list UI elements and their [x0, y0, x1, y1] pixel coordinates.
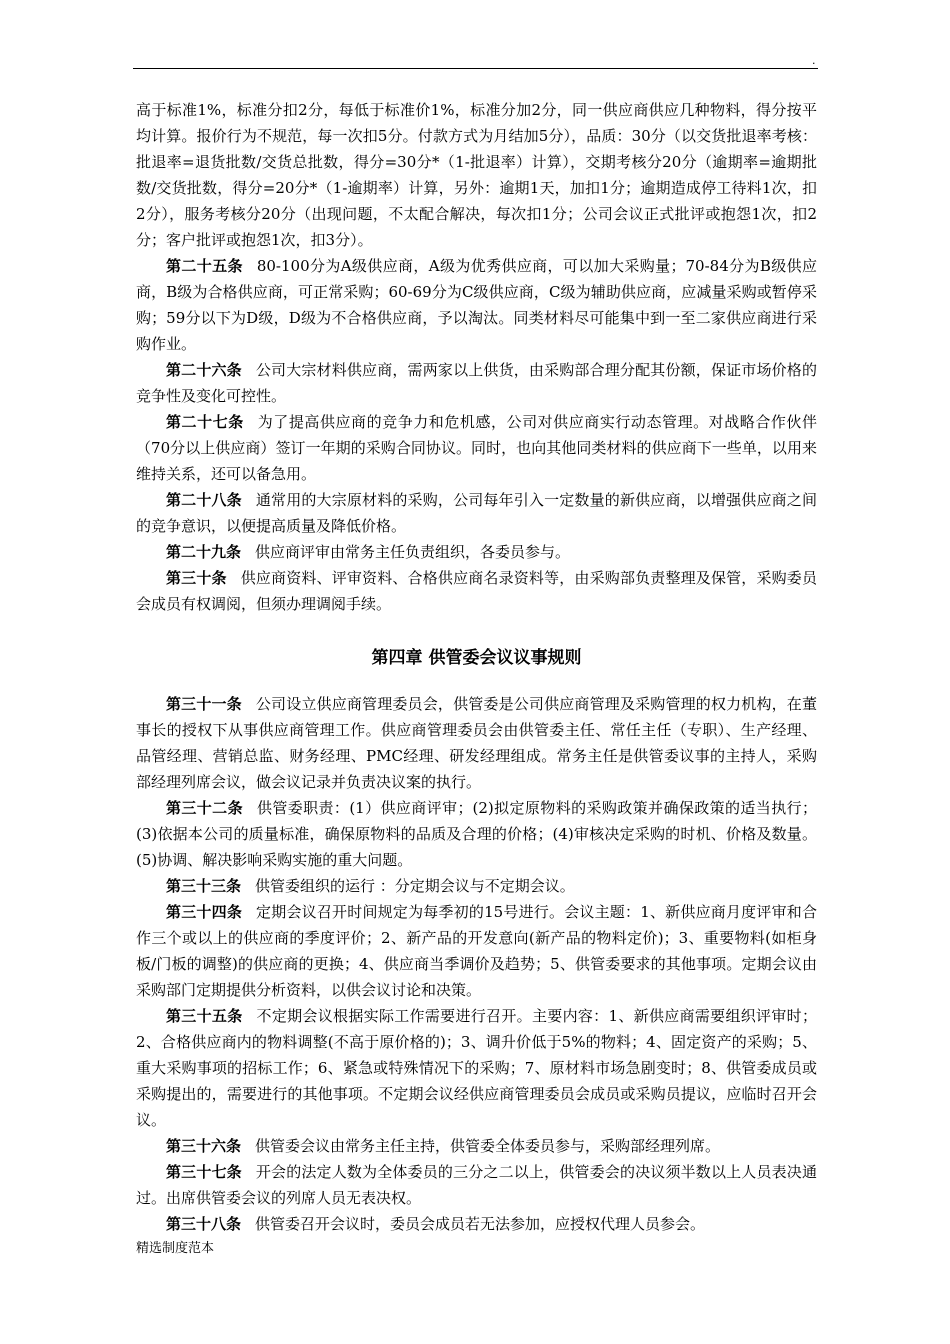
article-title: 第三十条 — [166, 569, 227, 587]
header-mark: . — [812, 54, 816, 67]
article-text: 通常用的大宗原材料的采购，公司每年引入一定数量的新供应商，以增强供应商之间的竞争意识，以便提高质量及降低价格。 — [136, 491, 817, 535]
article-text: 公司大宗材料供应商，需两家以上供货，由采购部合理分配其份额，保证市场价格的竞争性及变化可控性。 — [136, 361, 817, 405]
article-paragraph — [136, 1003, 817, 1133]
article-title: 第二十九条 — [166, 543, 242, 561]
article-text: 为了提高供应商的竞争力和危机感，公司对供应商实行动态管理。对战略合作伙伴（70分以上供应商）签订一年期的采购合同协议。同时，也向其他同类材料的供应商下一些单，以用来维持关系，还可以备急用。 — [136, 413, 817, 483]
article-title: 第三十三条 — [166, 877, 242, 895]
article-text: 开会的法定人数为全体委员的三分之二以上，供管委会的决议须半数以上人员表决通过。出席供管委会议的列席人员无表决权。 — [136, 1163, 817, 1207]
article-text: 供管委会议由常务主任主持，供管委全体委员参与，采购部经理列席。 — [255, 1137, 721, 1155]
article-paragraph — [136, 565, 817, 617]
chapter-title: 第四章 供管委会议议事规则 — [371, 648, 582, 668]
article-title: 第三十八条 — [166, 1215, 242, 1233]
article-paragraph — [136, 539, 817, 565]
articles-section-a — [136, 253, 817, 617]
article-text: 不定期会议根据实际工作需要进行召开。主要内容：1、新供应商需要组织评审时；2、合格供应商内的物料调整(不高于原价格的)；3、调升价低于5%的物料；4、固定资产的采购；5、重大采购事项的招标工作；6、紧急或特殊情况下的采购；7、原材料市场急剧变时；8、供管委成员或采购提出的，需要进行的其他事项。不定期会议经供应商管理委员会成员或采购员提议，应临时召开会议。 — [136, 1007, 817, 1129]
article-title: 第三十四条 — [166, 903, 243, 921]
document-body — [136, 97, 817, 1237]
articles-section-b — [136, 691, 817, 1237]
article-title: 第三十七条 — [166, 1163, 242, 1181]
article-paragraph — [136, 1159, 817, 1211]
article-text: 供管委召开会议时，委员会成员若无法参加，应授权代理人员参会。 — [255, 1215, 706, 1233]
article-text: 公司设立供应商管理委员会，供管委是公司供应商管理及采购管理的权力机构，在董事长的授权下从事供应商管理工作。供应商管理委员会由供管委主任、常任主任（专职）、生产经理、品管经理、营销总监、财务经理、PMC经理、研发经理组成。常务主任是供管委议事的主持人，采购部经理列席会议，做会议记录并负责决议案的执行。 — [136, 695, 817, 791]
article-title: 第二十八条 — [166, 491, 242, 509]
article-text: 供应商资料、评审资料、合格供应商名录资料等，由采购部负责整理及保管，采购委员会成员有权调阅，但须办理调阅手续。 — [136, 569, 817, 613]
article-paragraph — [136, 409, 817, 487]
article-text: 定期会议召开时间规定为每季初的15号进行。会议主题：1、新供应商月度评审和合作三个或以上的供应商的季度评价；2、新产品的开发意向(新产品的物料定价)；3、重要物料(如柜身板/门板的调整)的供应商的更换；4、供应商当季调价及趋势；5、供管委要求的其他事项。定期会议由采购部门定期提供分析资料，以供会议讨论和决策。 — [136, 903, 817, 999]
article-paragraph — [136, 1211, 817, 1237]
article-title: 第二十七条 — [166, 413, 244, 431]
article-paragraph — [136, 487, 817, 539]
article-title: 第三十五条 — [166, 1007, 243, 1025]
article-title: 第三十二条 — [166, 799, 243, 817]
article-paragraph — [136, 691, 817, 795]
article-paragraph — [136, 253, 817, 357]
intro-paragraph: 高于标准1%，标准分扣2分，每低于标准价1%，标准分加2分，同一供应商供应几种物料，得分按平均计算。报价行为不规范，每一次扣5分。付款方式为月结加5分），品质：30分（以交货批退率考核：批退率=退货批数/交货总批数，得分=30分*（1-批退率）计算），交期考核分20分（逾期率=逾期批数/交货批数，得分=20分*（1-逾期率）计算，另外：逾期1天，加扣1分；逾期造成停工待料1次，扣2分），服务考核分20分（出现问题，不太配合解决，每次扣1分；公司会议正式批评或抱怨1次，扣2分；客户批评或抱怨1次，扣3分）。 — [136, 101, 817, 249]
article-text: 80-100分为A级供应商，A级为优秀供应商，可以加大采购量；70-84分为B级供应商，B级为合格供应商，可正常采购；60-69分为C级供应商，C级为辅助供应商，应减量采购或暂停采购；59分以下为D级，D级为不合格供应商，予以淘汰。同类材料尽可能集中到一至二家供应商进行采购作业。 — [136, 257, 817, 353]
header-rule — [133, 68, 818, 69]
article-paragraph — [136, 1133, 817, 1159]
article-paragraph — [136, 357, 817, 409]
article-text: 供应商评审由常务主任负责组织，各委员参与。 — [255, 543, 571, 561]
article-title: 第二十六条 — [166, 361, 242, 379]
article-text: 供管委职责：(1）供应商评审；(2)拟定原物料的采购政策并确保政策的适当执行；(3)依据本公司的质量标准，确保原物料的品质及合理的价格；(4)审核决定采购的时机、价格及数量。(5)协调、解决影响采购实施的重大问题。 — [136, 799, 817, 869]
article-title: 第三十六条 — [166, 1137, 242, 1155]
article-title: 第二十五条 — [166, 257, 243, 275]
article-paragraph — [136, 873, 817, 899]
article-title: 第三十一条 — [166, 695, 242, 713]
article-paragraph — [136, 899, 817, 1003]
article-text: 供管委组织的运行 ：分定期会议与不定期会议。 — [255, 877, 575, 895]
footer-text: 精选制度范本 — [136, 1241, 215, 1256]
article-paragraph — [136, 795, 817, 873]
